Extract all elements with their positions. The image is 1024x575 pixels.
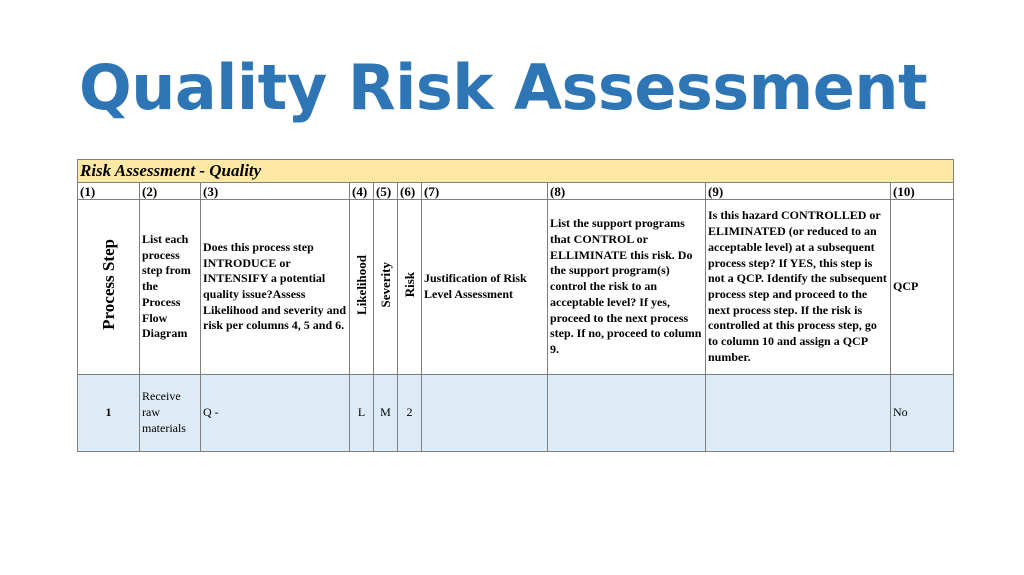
cell-severity: M	[374, 375, 398, 452]
process-step-label: Process Step	[98, 239, 118, 331]
column-number: (8)	[548, 183, 706, 200]
header-quality-issue: Does this process step INTRODUCE or INTENSIFY a potential quality issue?Assess Likelihood and severity and risk per columns 4, 5 and 6.	[201, 200, 350, 375]
cell-subsequent-control	[706, 375, 891, 452]
column-number: (6)	[398, 183, 422, 200]
column-number: (9)	[706, 183, 891, 200]
column-number: (10)	[891, 183, 954, 200]
severity-label: Severity	[377, 261, 393, 308]
risk-label: Risk	[401, 272, 417, 298]
header-likelihood	[350, 200, 374, 375]
header-support-programs: List the support programs that CONTROL or ELLIMINATE this risk. Do the support program(s) control the risk to an acceptable level? If yes, proceed to the next process step. If no, proceed to column 9.	[548, 200, 706, 375]
likelihood-label: Likelihood	[353, 254, 369, 315]
table-banner: Risk Assessment - Quality	[78, 160, 954, 183]
header-justification: Justification of Risk Level Assessment	[422, 200, 548, 375]
cell-issue: Q -	[201, 375, 350, 452]
cell-step: 1	[78, 375, 140, 452]
column-number: (4)	[350, 183, 374, 200]
header-qcp: QCP	[891, 200, 954, 375]
cell-risk: 2	[398, 375, 422, 452]
column-number: (1)	[78, 183, 140, 200]
cell-process: Receive raw materials	[140, 375, 201, 452]
page-title: Quality Risk Assessment	[79, 51, 928, 124]
header-process-step	[78, 200, 140, 375]
header-severity	[374, 200, 398, 375]
column-number: (7)	[422, 183, 548, 200]
header-subsequent-control: Is this hazard CONTROLLED or ELIMINATED (or reduced to an acceptable level) at a subsequent process step? If YES, this step is not a QCP. Identify the subsequent process step and proceed to the next process step. If the risk is controlled at this process step, go to column 10 and assign a QCP number.	[706, 200, 891, 375]
table-row	[78, 375, 954, 452]
column-header-row	[78, 200, 954, 375]
cell-likelihood: L	[350, 375, 374, 452]
cell-qcp: No	[891, 375, 954, 452]
column-number-row	[78, 183, 954, 200]
table-banner-row	[78, 160, 954, 183]
cell-justification	[422, 375, 548, 452]
column-number: (5)	[374, 183, 398, 200]
column-number: (2)	[140, 183, 201, 200]
header-risk	[398, 200, 422, 375]
header-process-list: List each process step from the Process Flow Diagram	[140, 200, 201, 375]
cell-support-programs	[548, 375, 706, 452]
column-number: (3)	[201, 183, 350, 200]
risk-assessment-table	[77, 159, 954, 452]
